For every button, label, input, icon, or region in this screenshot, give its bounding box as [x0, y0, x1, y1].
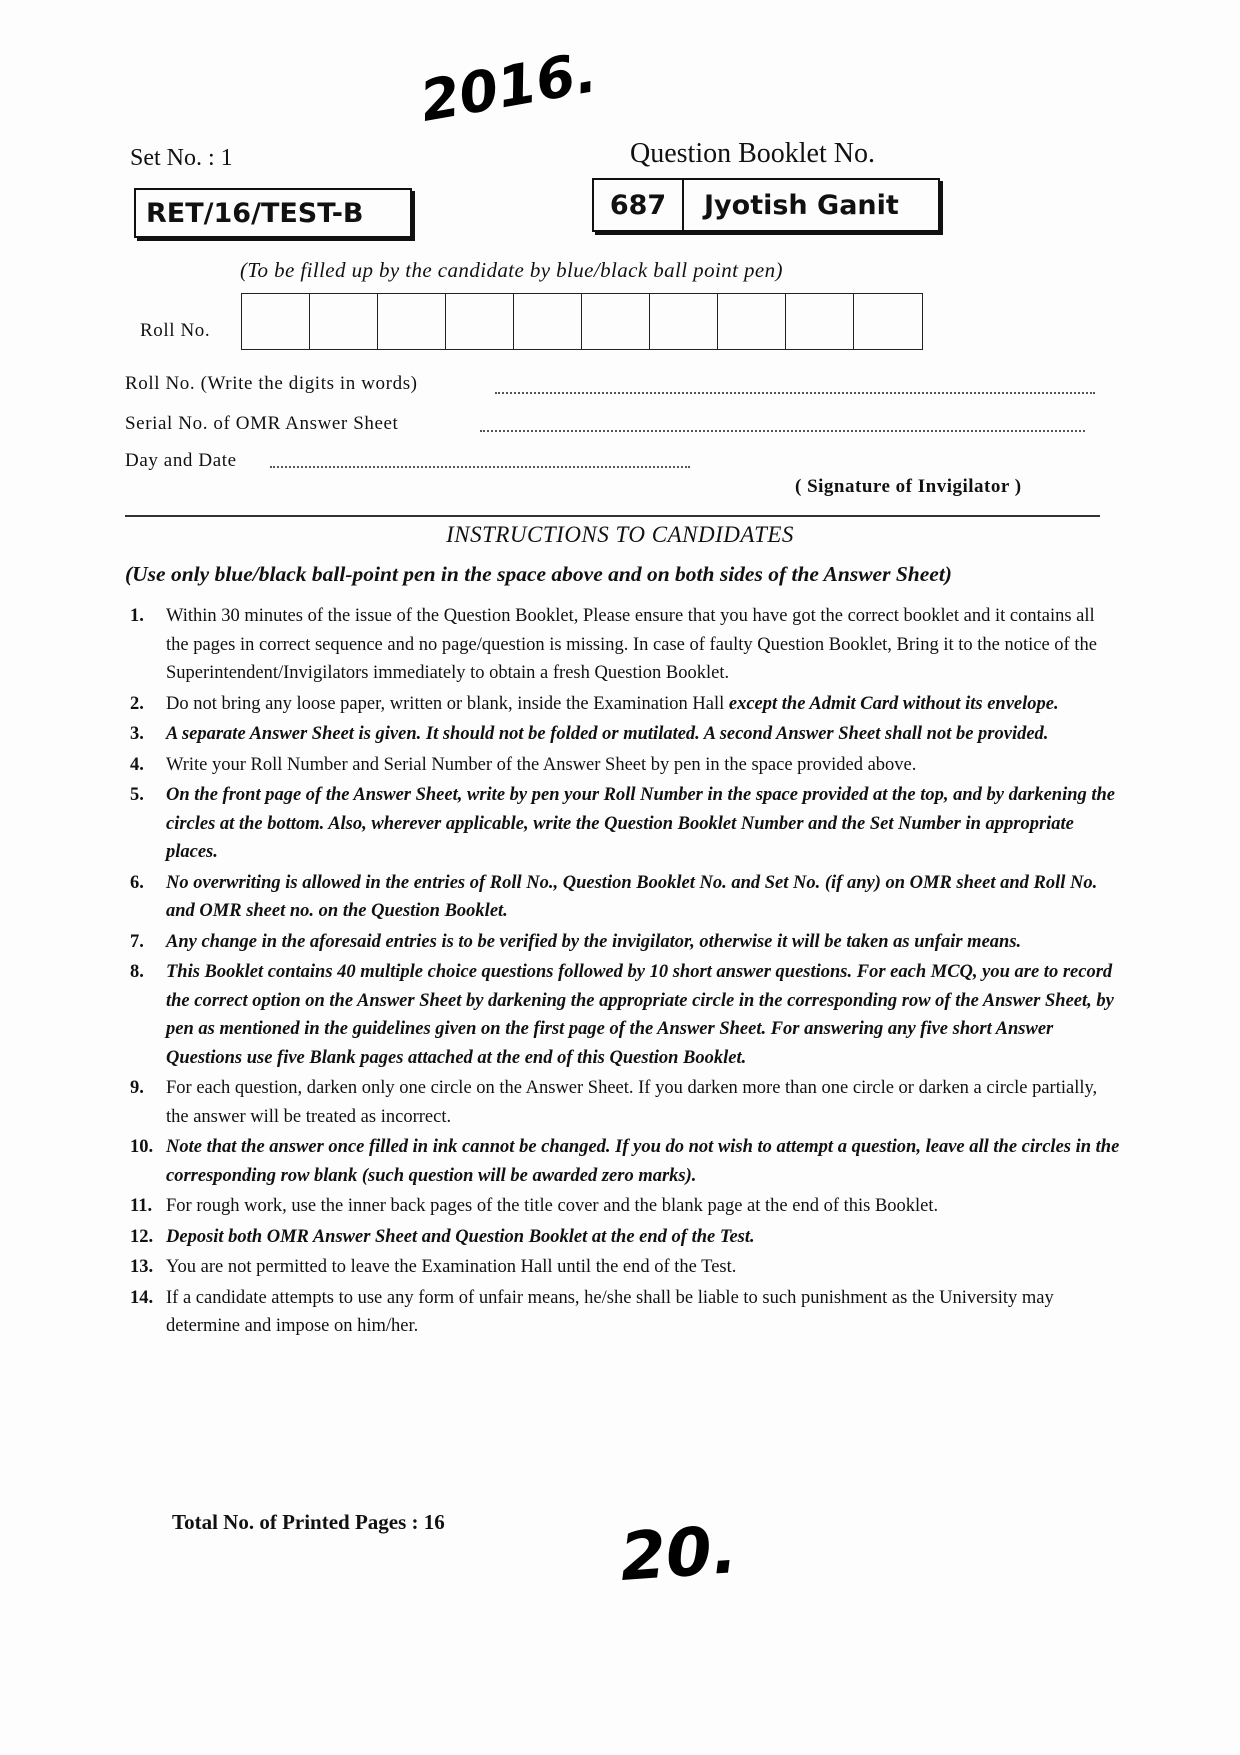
instruction-number: 12. [130, 1226, 154, 1247]
instruction-emphasis: No overwriting is allowed in the entries of Roll No., Question Booklet No. and Set No. (if any) on OMR sheet and Roll No. and OMR sheet no. on the Question Booklet. [166, 872, 1098, 921]
roll-words-label: Roll No. (Write the digits in words) [125, 373, 418, 394]
instruction-text: You are not permitted to leave the Examination Hall until the end of the Test. [166, 1257, 737, 1277]
instructions-title: INSTRUCTIONS TO CANDIDATES [446, 522, 794, 547]
instruction-text: Do not bring any loose paper, written or blank, inside the Examination Hall [166, 693, 729, 714]
instruction-item [130, 1223, 1120, 1252]
instruction-text: If a candidate attempts to use any form of unfair means, he/she shall be liable to such punishment as the University may determine and impose on him/her. [166, 1287, 1054, 1336]
instruction-number: 2. [130, 693, 144, 714]
roll-label: Roll No. [140, 320, 211, 341]
test-code-box [134, 188, 412, 238]
instruction-number: 6. [130, 872, 144, 893]
instruction-item [130, 1074, 1120, 1131]
roll-cell[interactable] [514, 294, 582, 349]
serial-omr-label: Serial No. of OMR Answer Sheet [125, 413, 399, 434]
roll-cell[interactable] [650, 294, 718, 349]
instruction-item [130, 720, 1120, 749]
roll-cell[interactable] [378, 294, 446, 349]
instruction-item [130, 1133, 1120, 1190]
instruction-number: 14. [130, 1287, 154, 1308]
instructions-subtitle: (Use only blue/black ball-point pen in the space above and on both sides of the Answer Sheet) [125, 562, 952, 586]
instruction-number: 9. [130, 1078, 144, 1098]
instruction-emphasis: Note that the answer once filled in ink cannot be changed. If you do not wish to attempt a question, leave all the circles in the corresponding row blank (such question will be awarded zero marks). [166, 1137, 1120, 1186]
instruction-emphasis: Deposit both OMR Answer Sheet and Question Booklet at the end of the Test. [166, 1226, 755, 1247]
instruction-number: 1. [130, 606, 144, 626]
roll-cell[interactable] [242, 294, 310, 349]
instruction-item [130, 1253, 1120, 1282]
handwritten-marks: 20. [617, 1511, 740, 1596]
instruction-emphasis: Any change in the aforesaid entries is to be verified by the invigilator, otherwise it will be taken as unfair means. [166, 931, 1022, 952]
subject-name: Jyotish Ganit [704, 189, 899, 221]
instruction-number: 3. [130, 724, 144, 744]
roll-cell[interactable] [786, 294, 854, 349]
instruction-text: Within 30 minutes of the issue of the Question Booklet, Please ensure that you have got the correct booklet and it contains all the pages in correct sequence and no page/question is missing. In case of faulty Question Booklet, Bring it to the notice of the Superintendent/Invigilators immediately to obtain a fresh Question Booklet. [166, 606, 1097, 683]
instruction-emphasis: A separate Answer Sheet is given. It should not be folded or mutilated. A second Answer Sheet shall not be provided. [166, 724, 1049, 744]
instruction-emphasis: On the front page of the Answer Sheet, write by pen your Roll Number in the space provided at the top, and by darkening the circles at the bottom. Also, wherever applicable, write the Question Booklet Number and the Set Number in appropriate places. [166, 785, 1116, 862]
signature-label: ( Signature of Invigilator ) [795, 476, 1022, 497]
instruction-item [130, 602, 1120, 688]
question-booklet-label: Question Booklet No. [630, 138, 875, 169]
instruction-emphasis: This Booklet contains 40 multiple choice questions followed by 10 short answer questions. For each MCQ, you are to record the correct option on the Answer Sheet by darkening the appropriate circle in the corresponding row of the Answer Sheet, by pen as mentioned in the guidelines given on the first page of the Answer Sheet. For answering any five short Answer Questions use five Blank pages attached at the end of this Question Booklet. [166, 962, 1114, 1068]
instruction-item [130, 690, 1120, 719]
instruction-number: 13. [130, 1257, 154, 1277]
handwritten-year: 2016. [415, 40, 602, 135]
serial-omr-line[interactable] [480, 430, 1085, 432]
instructions-list [130, 602, 1120, 1343]
instruction-item [130, 958, 1120, 1072]
total-pages: Total No. of Printed Pages : 16 [172, 1510, 445, 1534]
booklet-number: 687 [594, 180, 684, 230]
instruction-number: 5. [130, 785, 144, 805]
instruction-item [130, 928, 1120, 957]
roll-cell[interactable] [310, 294, 378, 349]
instruction-item [130, 751, 1120, 780]
instruction-number: 10. [130, 1137, 154, 1157]
roll-number-grid[interactable] [241, 293, 923, 350]
instruction-number: 8. [130, 962, 144, 982]
instruction-text: Write your Roll Number and Serial Number of the Answer Sheet by pen in the space provided above. [166, 754, 917, 775]
day-date-label: Day and Date [125, 450, 237, 471]
booklet-number-box [592, 178, 940, 232]
set-number: Set No. : 1 [130, 145, 233, 171]
instruction-item [130, 869, 1120, 926]
instruction-text: For each question, darken only one circle on the Answer Sheet. If you darken more than one circle or darken a circle partially, the answer will be treated as incorrect. [166, 1078, 1098, 1127]
instruction-text: For rough work, use the inner back pages of the title cover and the blank page at the end of this Booklet. [166, 1196, 939, 1216]
roll-cell[interactable] [854, 294, 922, 349]
fill-note: (To be filled up by the candidate by blue/black ball point pen) [240, 258, 783, 282]
day-date-line[interactable] [270, 466, 690, 468]
roll-cell[interactable] [446, 294, 514, 349]
roll-words-line[interactable] [495, 392, 1095, 394]
header-divider [125, 515, 1100, 517]
instruction-number: 7. [130, 931, 144, 952]
roll-cell[interactable] [582, 294, 650, 349]
test-code: RET/16/TEST-B [146, 197, 364, 229]
instruction-item [130, 1284, 1120, 1341]
instruction-item [130, 1192, 1120, 1221]
roll-cell[interactable] [718, 294, 786, 349]
instruction-emphasis: except the Admit Card without its envelope. [728, 693, 1059, 714]
instruction-number: 4. [130, 754, 144, 775]
instruction-item [130, 781, 1120, 867]
instruction-number: 11. [130, 1196, 153, 1216]
